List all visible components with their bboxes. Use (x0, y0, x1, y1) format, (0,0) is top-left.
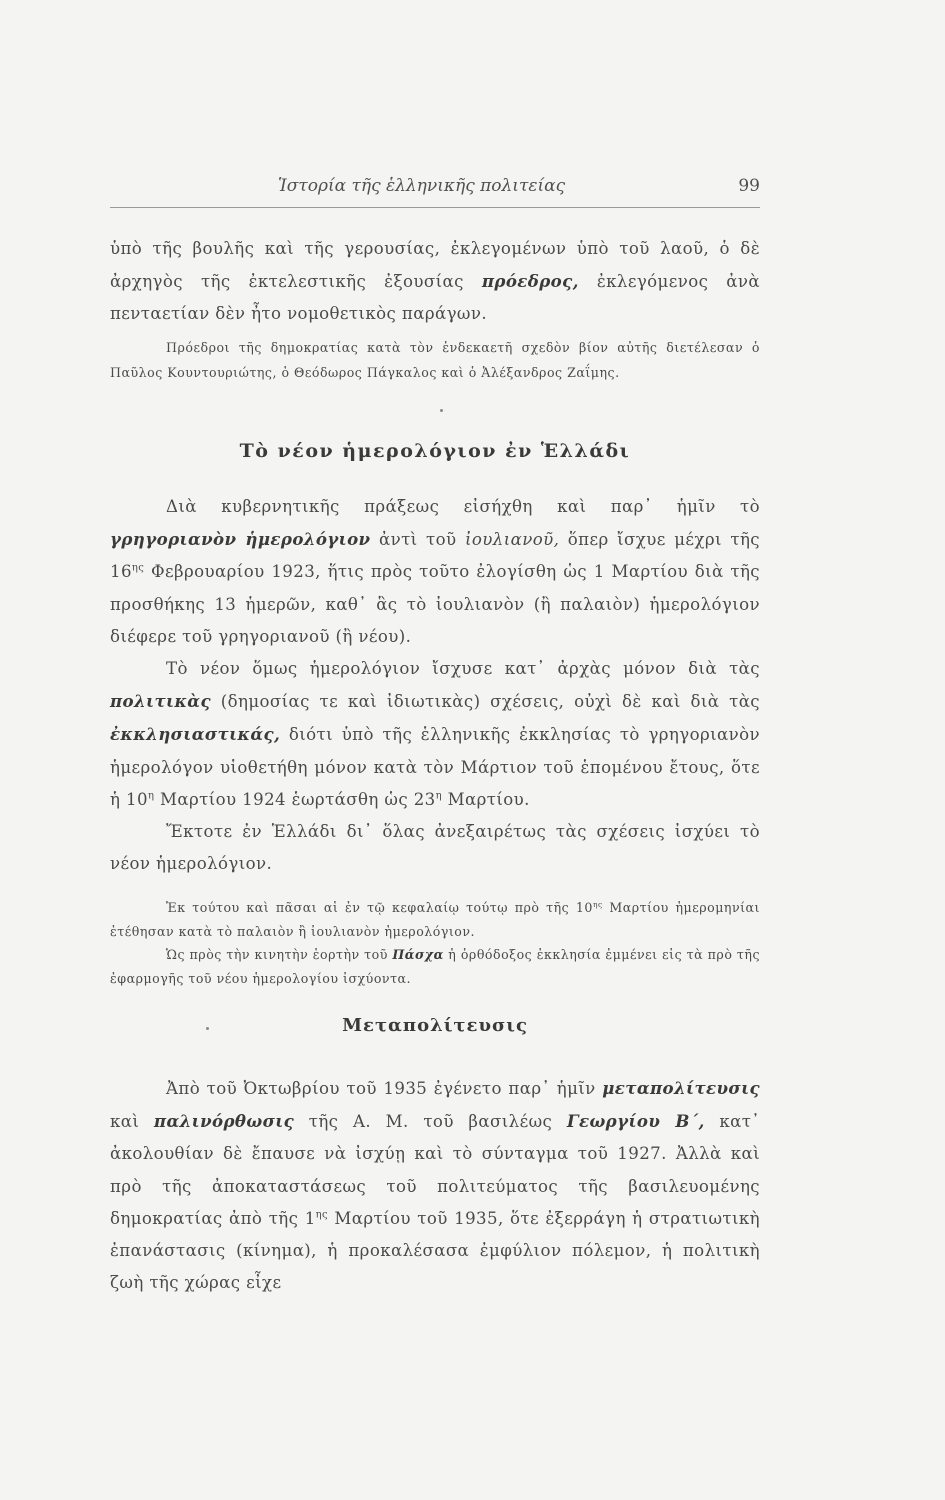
ordinal-suffix: ης (315, 1209, 328, 1221)
running-title: Ἱστορία τῆς ἑλληνικῆς πολιτείας (278, 176, 566, 196)
text-run: Μαρτίου. (441, 789, 530, 809)
paragraph-regime-change (110, 1072, 760, 1299)
term-easter: Πάσχα (392, 947, 444, 963)
text-run: ἡ ὀρθόδοξος ἐκκλησία ἐμμένει εἰς τὰ πρὸ τῆς ἐφαρμογῆς τοῦ νέου ἡμερολογίου ἰσχύοντα. (110, 947, 760, 986)
text-run: Ἀπὸ τοῦ Ὀκτωβρίου τοῦ 1935 ἐγένετο παρ᾿ ἡμῖν (166, 1079, 603, 1098)
ordinal-suffix: η (435, 790, 442, 802)
term-political: πολιτικὰς (110, 691, 211, 712)
ordinal-suffix: ης (131, 562, 145, 574)
text-run: ἀντὶ τοῦ (370, 530, 466, 550)
text-run: Μαρτίου ἡμερομηνίαι ἐτέθησαν κατὰ τὸ παλαιὸν ἢ ἰουλιανὸν ἡμερολόγιον. (110, 900, 760, 939)
calendar-notes (110, 896, 760, 990)
page-number: 99 (738, 176, 760, 196)
paragraph-calendar-1 (110, 491, 760, 653)
ordinal-suffix: η (147, 790, 155, 802)
text-run: κατ᾿ ἀκολουθίαν δὲ ἔπαυσε νὰ ἰσχύῃ καὶ τὸ σύνταγμα τοῦ 1927. Ἀλλὰ καὶ πρὸ τῆς ἀποκαταστάσεως τοῦ πολιτεύματος τῆς βασιλευομένης δημοκρατίας ἀπὸ τῆς 1 (110, 1112, 760, 1228)
text-run: Διὰ κυβερνητικῆς πράξεως εἰσήχθη καὶ παρ᾿ ἡμῖν τὸ (166, 497, 760, 516)
term-julian: ἰουλιανοῦ, (465, 530, 560, 550)
running-header (110, 176, 760, 200)
text-run: καὶ (110, 1112, 154, 1132)
text-run: Ὡς πρὸς τὴν κινητὴν ἑορτὴν τοῦ (166, 947, 393, 963)
paragraph-calendar-3: Ἔκτοτε ἐν Ἑλλάδι δι᾿ ὅλας ἀνεξαιρέτως τὰς σχέσεις ἰσχύει τὸ νέον ἡμερολόγιον. (110, 822, 760, 874)
stray-dot (440, 409, 443, 412)
term-president: πρόεδρος, (481, 271, 579, 292)
term-restoration: παλινόρθωσις (153, 1111, 295, 1132)
paragraph-continuation (110, 233, 760, 331)
paragraph-calendar-2 (110, 653, 760, 816)
paragraph-presidents: Πρόεδροι τῆς δημοκρατίας κατὰ τὸν ἑνδεκαετῆ σχεδὸν βίον αὐτῆς διετέλεσαν ὁ Παῦλος Κουντουριώτης, ὁ Θεόδωρος Πάγκαλος καὶ ὁ Ἀλέξανδρος Ζαΐμης. (110, 340, 760, 380)
term-gregorian-calendar: γρηγοριανὸν ἡμερολόγιον (110, 529, 371, 550)
text-run: ἐκλεγόμενος ἀνὰ πενταετίαν δὲν ἦτο νομοθετικὸς παράγων. (110, 272, 761, 324)
text-run: διότι ὑπὸ τῆς ἑλληνικῆς ἐκκλησίας τὸ γρηγοριανὸν ἡμερολόγον υἱοθετήθη μόνον κατὰ τὸν Μάρτιον τοῦ ἑπομένου ἔτους, ὅτε ἡ 10 (110, 725, 760, 809)
term-king-george: Γεωργίου Β΄, (566, 1111, 705, 1132)
top-text-block (110, 233, 760, 331)
text-run: Φεβρουαρίου 1923, ἥτις πρὸς τοῦτο ἐλογίσθη ὡς 1 Μαρτίου διὰ τῆς προσθήκης 13 ἡμερῶν, καθ᾿ ἃς τὸ ἰουλιανὸν (ἢ παλαιὸν) ἡμερολόγιον διέφερε τοῦ γρηγοριανοῦ (ἢ νέου). (110, 562, 760, 646)
term-regime-change: μεταπολίτευσις (602, 1078, 760, 1098)
text-run: Μαρτίου τοῦ 1935, ὅτε ἐξερράγη ἡ στρατιωτικὴ ἐπανάστασις (κίνημα), ἡ προκαλέσασα ἐμφύλιον πόλεμον, ἡ πολιτικὴ ζωὴ τῆς χώρας εἶχε (110, 1208, 760, 1293)
regime-text-block (110, 1072, 760, 1299)
header-rule (110, 207, 760, 208)
note-easter (110, 943, 760, 990)
text-run: Μαρτίου 1924 ἑωρτάσθη ὡς 23 (154, 789, 436, 809)
section-heading-calendar: Τὸ νέον ἡμερολόγιον ἐν Ἑλλάδι (239, 440, 631, 462)
text-run: (δημοσίας τε καὶ ἰδιωτικὰς) σχέσεις, οὐχὶ δὲ καὶ διὰ τὰς (210, 692, 760, 712)
calendar-text-block (110, 491, 760, 880)
text-run: ὑπὸ τῆς βουλῆς καὶ τῆς γερουσίας, ἐκλεγομένων ὑπὸ τοῦ λαοῦ, ὁ δὲ ἀρχηγὸς τῆς ἐκτελεστικῆς ἐξουσίας (110, 239, 760, 292)
text-run: τῆς Α. Μ. τοῦ βασιλέως (294, 1112, 567, 1132)
note-julian-dates (110, 896, 760, 943)
ordinal-suffix: ης (592, 899, 603, 909)
text-run: ὅπερ ἴσχυε μέχρι τῆς 16 (110, 530, 761, 582)
text-run: Ἐκ τούτου καὶ πᾶσαι αἱ ἐν τῷ κεφαλαίῳ τούτῳ πρὸ τῆς 10 (166, 900, 593, 915)
text-run: Τὸ νέον ὅμως ἡμερολόγιον ἴσχυσε κατ᾿ ἀρχὰς μόνον διὰ τὰς (166, 659, 760, 679)
section-heading-regime-change: Μεταπολίτευσις (342, 1015, 528, 1036)
term-ecclesiastical: ἐκκλησιαστικάς, (110, 724, 281, 745)
presidents-note (110, 336, 760, 385)
